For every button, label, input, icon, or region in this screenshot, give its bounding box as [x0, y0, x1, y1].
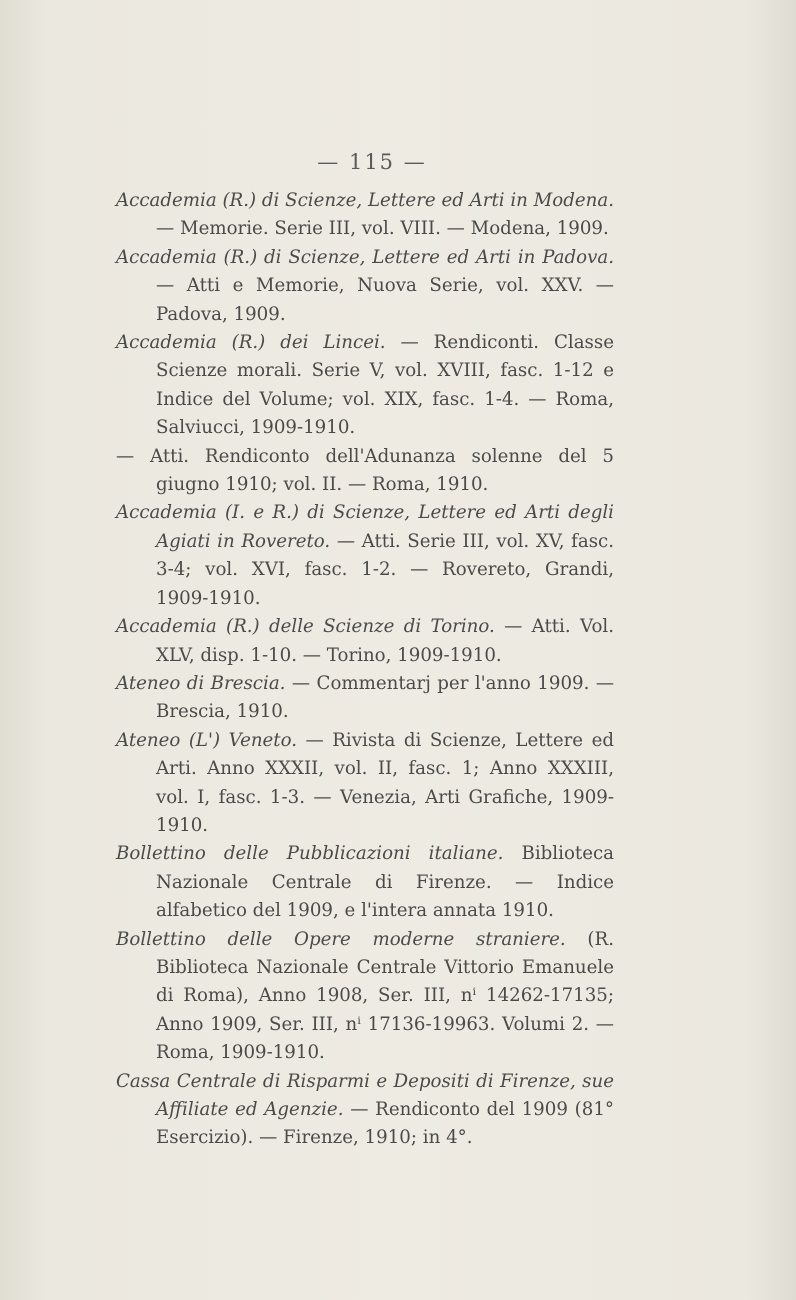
- entry-title: Bollettino delle Opere moderne straniere.: [116, 928, 566, 950]
- entry-text: (R. Biblioteca Nazionale Centrale Vittorio Emanuele di Roma), Anno 1908, Ser. III, nⁱ 14262-17135; Anno 1909, Ser. III, nⁱ 17136-19963. Volumi 2. — Roma, 1909-1910.: [156, 928, 614, 1064]
- entry-text: — Atti e Memorie, Nuova Serie, vol. XXV. — Padova, 1909.: [156, 275, 614, 325]
- bibliography-entry: [116, 840, 614, 925]
- bibliography-entry: [116, 926, 614, 1068]
- page-number: — 115 —: [317, 150, 427, 174]
- entry-title: Accademia (R.) di Scienze, Lettere ed Arti in Padova.: [116, 246, 614, 268]
- bibliography-entry: [116, 670, 614, 727]
- bibliography-entry: [116, 329, 614, 443]
- bibliography-entry: [116, 443, 614, 500]
- entry-title: Ateneo di Brescia.: [116, 672, 286, 694]
- entry-text: — Rivista di Scienze, Lettere ed Arti. Anno XXXII, vol. II, fasc. 1; Anno XXXIII, vol. I, fasc. 1-3. — Venezia, Arti Grafiche, 1909-1910.: [156, 729, 614, 836]
- bibliography-entry: [116, 613, 614, 670]
- entry-text: — Commentarj per l'anno 1909. — Brescia, 1910.: [156, 672, 615, 723]
- bibliography-entry: [116, 1068, 614, 1153]
- entry-title: Ateneo (L') Veneto.: [116, 729, 298, 751]
- entry-title: Accademia (I. e R.) di Scienze, Lettere ed Arti degli Agiati in Rovereto.: [116, 502, 614, 552]
- entry-title: Cassa Centrale di Risparmi e Depositi di Firenze, sue Affiliate ed Agenzie.: [116, 1070, 614, 1120]
- bibliography-entry: [116, 187, 614, 244]
- entry-text: — Rendiconti. Classe Scienze morali. Serie V, vol. XVIII, fasc. 1-12 e Indice del Volume; vol. XIX, fasc. 1-4. — Roma, Salviucci, 1909-1910.: [156, 332, 614, 439]
- bibliography-entry: [116, 727, 614, 841]
- entry-title: Bollettino delle Pubblicazioni italiane.: [116, 843, 504, 865]
- entry-title: Accademia (R.) di Scienze, Lettere ed Arti in Modena.: [116, 190, 614, 211]
- entry-title: Accademia (R.) delle Scienze di Torino.: [116, 616, 495, 638]
- entry-text: — Rendiconto del 1909 (81° Esercizio). — Firenze, 1910; in 4°.: [156, 1099, 614, 1149]
- entry-text: — Atti. Rendiconto dell'Adunanza solenne del 5 giugno 1910; vol. II. — Roma, 1910.: [116, 445, 614, 496]
- entry-text: Biblioteca Nazionale Centrale di Firenze. — Indice alfabetico del 1909, e l'intera annata 1910.: [156, 843, 614, 922]
- entry-text: — Atti. Serie III, vol. XV, fasc. 3-4; vol. XVI, fasc. 1-2. — Rovereto, Grandi, 1909-1910.: [156, 530, 614, 609]
- entry-text: — Memorie. Serie III, vol. VIII. — Modena, 1909.: [156, 218, 609, 240]
- bibliography-list: [116, 187, 614, 1153]
- bibliography-entry: [116, 499, 614, 613]
- entry-text: — Atti. Vol. XLV, disp. 1-10. — Torino, 1909-1910.: [156, 616, 614, 666]
- bibliography-entry: [116, 244, 614, 329]
- entry-title: Accademia (R.) dei Lincei.: [116, 332, 386, 354]
